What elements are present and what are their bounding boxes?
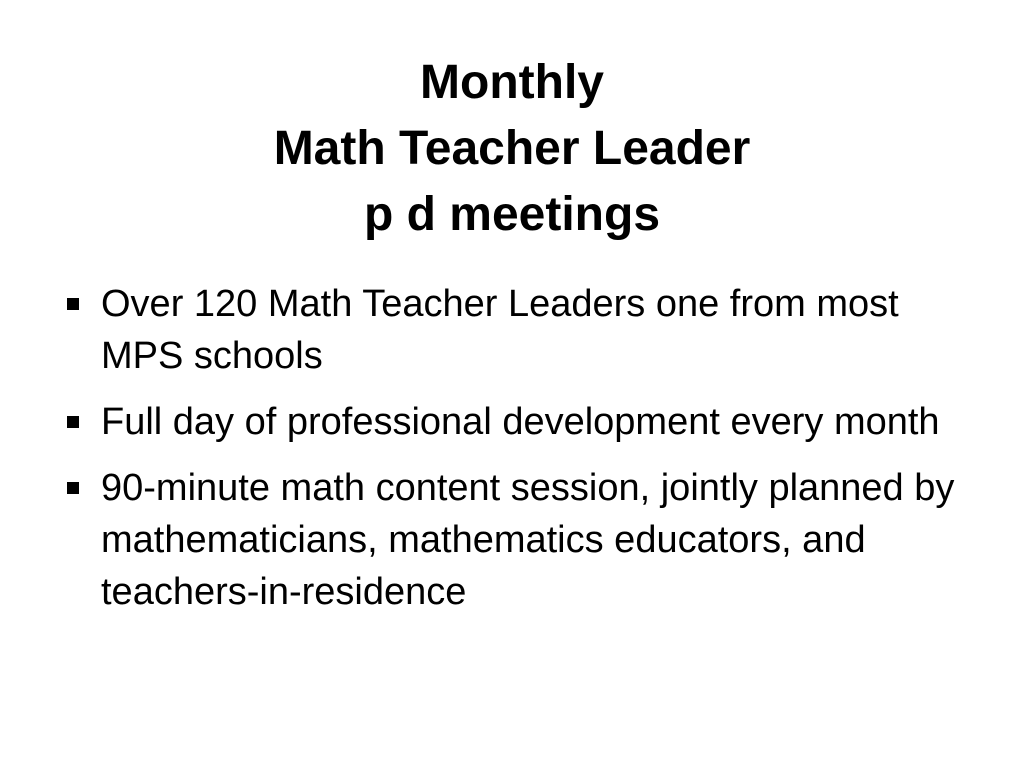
bullet-item xyxy=(60,278,980,382)
title-line-3: p d meetings xyxy=(363,188,661,241)
square-bullet-icon xyxy=(67,416,79,428)
bullet-text: Full day of professional development every month xyxy=(101,401,940,443)
bullet-text: Over 120 Math Teacher Leaders one from most MPS schools xyxy=(101,283,899,377)
square-bullet-icon xyxy=(67,482,79,494)
bullet-item xyxy=(60,462,980,618)
title-line-2: Math Teacher Leader xyxy=(273,122,751,175)
square-bullet-icon xyxy=(67,298,79,310)
bullet-list xyxy=(60,278,980,632)
slide-title xyxy=(0,50,1024,248)
bullet-text: 90-minute math content session, jointly planned by mathematicians, mathematics educators, and teachers-in-residence xyxy=(101,467,955,613)
bullet-item xyxy=(60,396,980,448)
title-line-1: Monthly xyxy=(420,56,604,109)
